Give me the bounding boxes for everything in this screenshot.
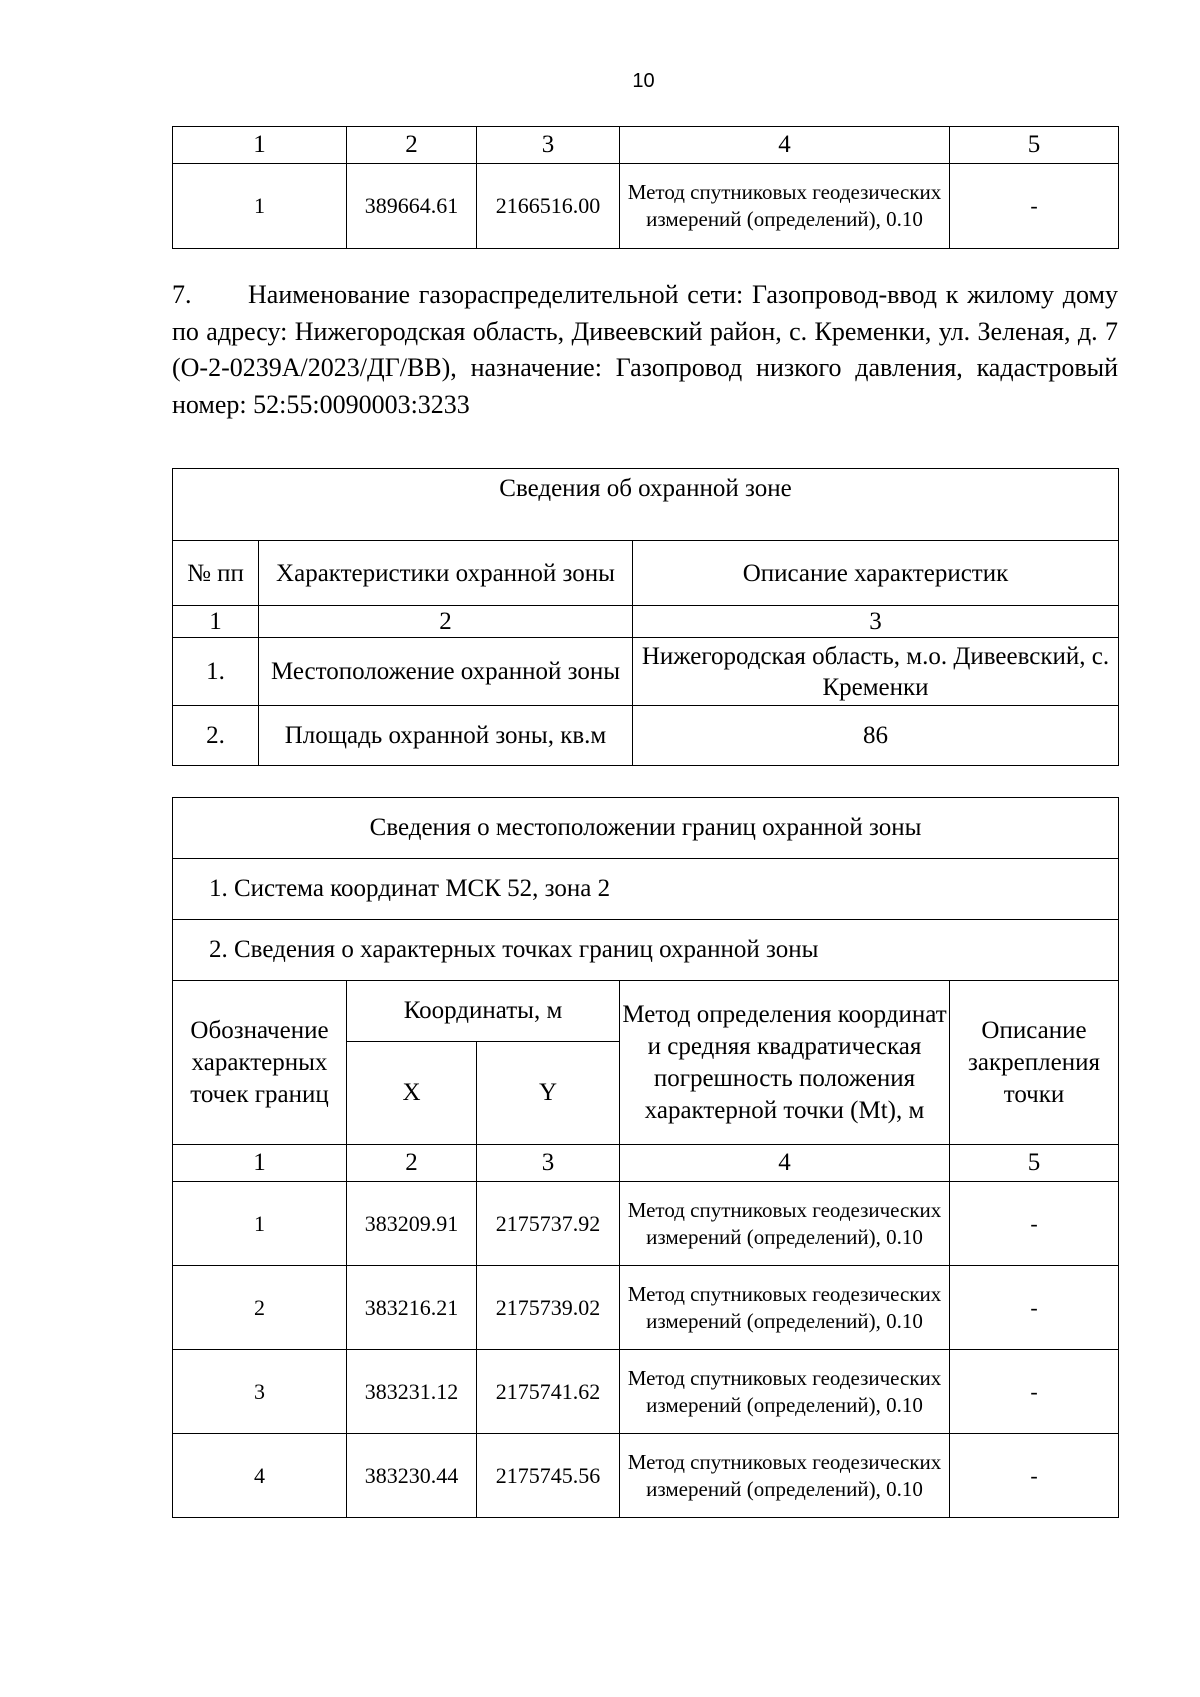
coord-x: 383209.91 (347, 1182, 477, 1266)
section-number: 7. (172, 280, 192, 309)
coordinate-system: 1. Система координат МСК 52, зона 2 (173, 859, 1119, 920)
fixation-desc: - (950, 1434, 1119, 1518)
coord-x: 389664.61 (347, 164, 477, 249)
characteristic-value: 86 (633, 706, 1119, 766)
method-cell: Метод спутниковых геодезических измерений (определений), 0.10 (620, 1350, 950, 1434)
header-cell: 3 (477, 1145, 620, 1182)
zone-table-title: Сведения об охранной зоне (173, 469, 1119, 541)
coord-y: 2175741.62 (477, 1350, 620, 1434)
fixation-desc: - (950, 1350, 1119, 1434)
fixation-desc: - (950, 1182, 1119, 1266)
points-title: 2. Сведения о характерных точках границ охранной зоны (173, 920, 1119, 981)
header-cell: 5 (950, 127, 1119, 164)
point-number: 1 (173, 1182, 347, 1266)
col-fixation-header: Описание закрепления точки (950, 981, 1119, 1145)
header-cell: 1 (173, 127, 347, 164)
header-cell: 5 (950, 1145, 1119, 1182)
table-row (173, 1182, 1119, 1266)
row-number: 2. (173, 706, 259, 766)
header-cell: 2 (347, 1145, 477, 1182)
fixation-desc: - (950, 1266, 1119, 1350)
col-x-header: X (347, 1042, 477, 1145)
coord-x: 383230.44 (347, 1434, 477, 1518)
header-cell: 4 (620, 1145, 950, 1182)
boundary-table (172, 797, 1119, 1518)
col-characteristic-header: Характеристики охранной зоны (259, 541, 633, 606)
col-point-header: Обозначение характерных точек границ (173, 981, 347, 1145)
header-cell: 2 (347, 127, 477, 164)
section-paragraph (172, 277, 1118, 423)
table-row (173, 1434, 1119, 1518)
zone-info-table (172, 468, 1119, 766)
point-number: 4 (173, 1434, 347, 1518)
coord-y: 2175739.02 (477, 1266, 620, 1350)
col-number-header: № пп (173, 541, 259, 606)
table-row (173, 638, 1119, 706)
col-y-header: Y (477, 1042, 620, 1145)
header-cell: 1 (173, 606, 259, 638)
coord-x: 383216.21 (347, 1266, 477, 1350)
col-method-header: Метод определения координат и средняя квадратическая погрешность положения характерной точки (Mt), м (620, 981, 950, 1145)
method-cell: Метод спутниковых геодезических измерений (определений), 0.10 (620, 1182, 950, 1266)
header-cell: 3 (633, 606, 1119, 638)
table-row (173, 1350, 1119, 1434)
header-cell: 2 (259, 606, 633, 638)
table-row (173, 706, 1119, 766)
column-number-row (173, 127, 1119, 164)
col-coords-header: Координаты, м (347, 981, 620, 1042)
col-description-header: Описание характеристик (633, 541, 1119, 606)
coord-x: 383231.12 (347, 1350, 477, 1434)
point-number: 3 (173, 1350, 347, 1434)
characteristic-value: Нижегородская область, м.о. Дивеевский, с. Кременки (633, 638, 1119, 706)
header-cell: 3 (477, 127, 620, 164)
table-row (173, 1266, 1119, 1350)
coord-y: 2175737.92 (477, 1182, 620, 1266)
page-number: 10 (632, 70, 655, 92)
header-cell: 1 (173, 1145, 347, 1182)
point-number: 2 (173, 1266, 347, 1350)
point-number: 1 (173, 164, 347, 249)
method-cell: Метод спутниковых геодезических измерений (определений), 0.10 (620, 1266, 950, 1350)
characteristic: Местоположение охранной зоны (259, 638, 633, 706)
coord-y: 2175745.56 (477, 1434, 620, 1518)
continuation-table (172, 126, 1119, 249)
row-number: 1. (173, 638, 259, 706)
table-row (173, 164, 1119, 249)
boundary-table-title: Сведения о местоположении границ охранной зоны (173, 798, 1119, 859)
characteristic: Площадь охранной зоны, кв.м (259, 706, 633, 766)
section-text: Наименование газораспределительной сети: Газопровод-ввод к жилому дому по адресу: Нижегородская область, Дивеевский район, с. Кременки, ул. Зеленая, д. 7 (О-2-0239А/2023/ДГ/ВВ), назначение: Газопровод низкого давления, кадастровый номер: 52:55:0090003:3233 (172, 280, 1118, 419)
method-cell: Метод спутниковых геодезических измерений (определений), 0.10 (620, 164, 950, 249)
header-cell: 4 (620, 127, 950, 164)
method-cell: Метод спутниковых геодезических измерений (определений), 0.10 (620, 1434, 950, 1518)
coord-y: 2166516.00 (477, 164, 620, 249)
fixation-desc: - (950, 164, 1119, 249)
